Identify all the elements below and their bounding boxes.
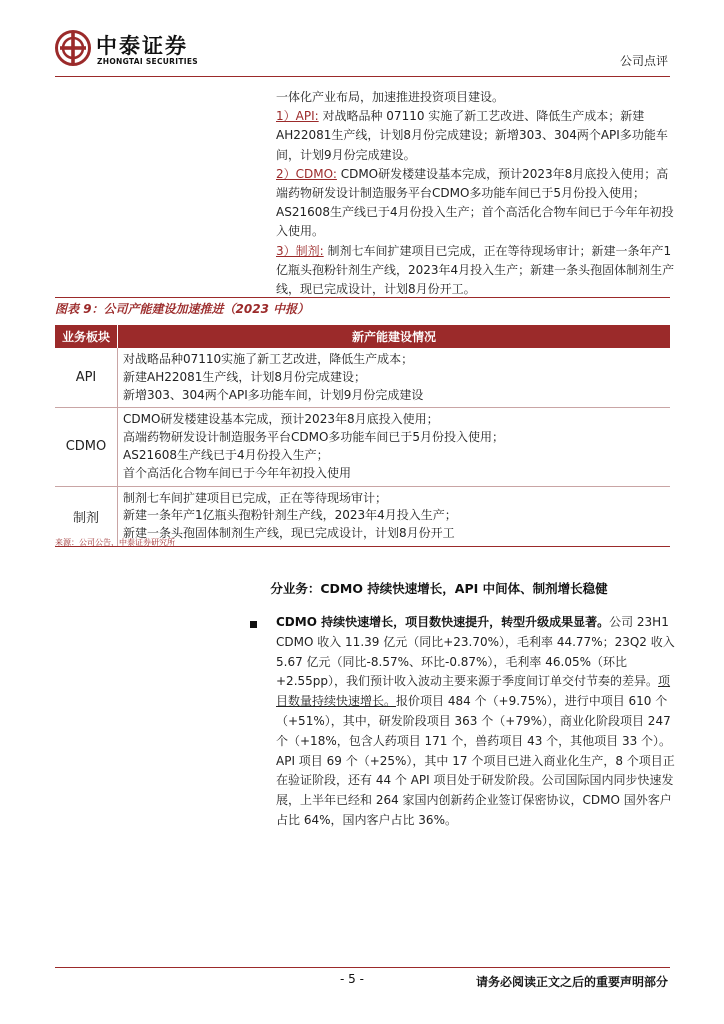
detail-line: 新建AH22081生产线，计划8月份完成建设； xyxy=(123,369,367,384)
section-heading xyxy=(0,579,724,597)
detail-line: AS21608生产线已于4月份投入生产； xyxy=(123,447,329,462)
page-number: - 5 - xyxy=(340,972,364,986)
section-divider xyxy=(55,297,670,298)
footer-disclaimer: 请务必阅读正文之后的重要声明部分 xyxy=(475,975,668,989)
intro-item-cdmo xyxy=(276,165,676,242)
detail-line: 新增303、304两个API多功能车间，计划9月份完成建设 xyxy=(123,387,424,402)
detail-line: 新建一条年产1亿瓶头孢粉针剂生产线，2023年4月投入生产； xyxy=(123,508,457,523)
table-header-row xyxy=(55,325,670,348)
detail-line: 新建一条头孢固体制剂生产线，现已完成设计，计划8月份开工 xyxy=(123,526,455,541)
figure-source: 来源：公司公告，中泰证券研究所 xyxy=(55,538,175,547)
capacity-table xyxy=(55,325,670,547)
detail-line: CDMO研发楼建设基本完成，预计2023年8月底投入使用； xyxy=(123,412,439,427)
logo-text-cn: 中泰证券 xyxy=(96,34,188,58)
table-row xyxy=(55,408,670,486)
figure-title: 图表 9：公司产能建设加速推进（2023 中报） xyxy=(55,302,310,316)
api-lead: 1）API: xyxy=(276,109,319,124)
column-header-segment: 业务板块 xyxy=(55,325,118,348)
segment-cell: CDMO xyxy=(55,408,118,486)
document-type: 公司点评 xyxy=(619,54,668,68)
bullet-square-icon xyxy=(250,621,257,628)
api-text: 对战略品种 07110 实施了新工艺改进、降低生产成本；新建AH22081生产线，计划8月份完成建设；新增303、304两个API多功能车间，计划9月份完成建设。 xyxy=(276,109,668,162)
paragraph-lead: CDMO 持续快速增长，项目数快速提升，转型升级成果显著。 xyxy=(276,615,610,629)
detail-line: 高端药物研发设计制造服务平台CDMO多功能车间已于5月份投入使用； xyxy=(123,430,505,445)
intro-item-api xyxy=(276,107,676,165)
cdmo-lead: 2）CDMO: xyxy=(276,166,337,181)
paragraph-text-a: 公司 23H1 CDMO 收入 11.39 亿元（同比+23.70%），毛利率 44.77%；23Q2 收入 5.67 亿元（同比-8.57%、环比-0.87%），毛利率 46.05%（环比+2.55pp），我们预计收入波动主要来源于季度间订单交付节奏的差异。 xyxy=(276,615,675,689)
column-header-detail: 新产能建设情况 xyxy=(118,325,671,348)
logo-text-en: ZHONGTAI SECURITIES xyxy=(97,57,198,66)
cdmo-text: CDMO研发楼建设基本完成，预计2023年8月底投入使用；高端药物研发设计制造服务平台CDMO多功能车间已于5月份投入使用；AS21608生产线已于4月份投入生产；首个高活化合物车间已于今年年初投入使用。 xyxy=(276,166,674,239)
detail-cell xyxy=(118,486,671,546)
detail-line: 制剂七车间扩建项目已完成，正在等待现场审计； xyxy=(123,490,388,505)
formulation-text: 制剂七车间扩建项目已完成，正在等待现场审计；新建一条年产1亿瓶头孢粉针剂生产线，2023年4月投入生产；新建一条头孢固体制剂生产线，现已完成设计，计划8月份开工。 xyxy=(276,243,675,297)
body-paragraph xyxy=(276,613,676,831)
zhongtai-logo-icon xyxy=(55,30,91,66)
detail-line: 对战略品种07110实施了新工艺改进，降低生产成本； xyxy=(123,352,414,366)
intro-item-formulation xyxy=(276,242,676,300)
table-row xyxy=(55,348,670,408)
intro-line: 一体化产业布局，加速推进投资项目建设。 xyxy=(276,90,505,104)
detail-line: 首个高活化合物车间已于今年年初投入使用 xyxy=(123,465,352,480)
section-heading-text: 分业务：CDMO 持续快速增长，API 中间体、制剂增长稳健 xyxy=(270,581,608,596)
intro-paragraph xyxy=(276,88,676,299)
page-header xyxy=(0,0,724,75)
formulation-lead: 3）制剂: xyxy=(276,243,324,258)
detail-cell xyxy=(118,348,671,408)
footer-divider xyxy=(55,967,670,968)
segment-cell: 制剂 xyxy=(55,486,118,546)
paragraph-text-b: 报价项目 484 个（+9.75%），进行中项目 610 个（+51%），其中，研发阶段项目 363 个（+79%），商业化阶段项目 247 个（+18%，包含人药项目 171 个，兽药项目 43 个，其他项目 33 个）。API 项目 69 个（+25%），其中 17 个项目已进入商业化生产，8 个项目正在验证阶段，还有 44 个 API 项目处于研发阶段。公司国际国内同步快速发展，上半年已经和 264 家国内创新药企业签订保密协议，CDMO 国外客户占比 64%，国内客户占比 36%。 xyxy=(276,694,675,827)
header-divider xyxy=(55,76,670,77)
detail-cell xyxy=(118,408,671,486)
paragraph-underlined: 项目数量持续快速增长。 xyxy=(276,674,671,709)
segment-cell: API xyxy=(55,348,118,408)
